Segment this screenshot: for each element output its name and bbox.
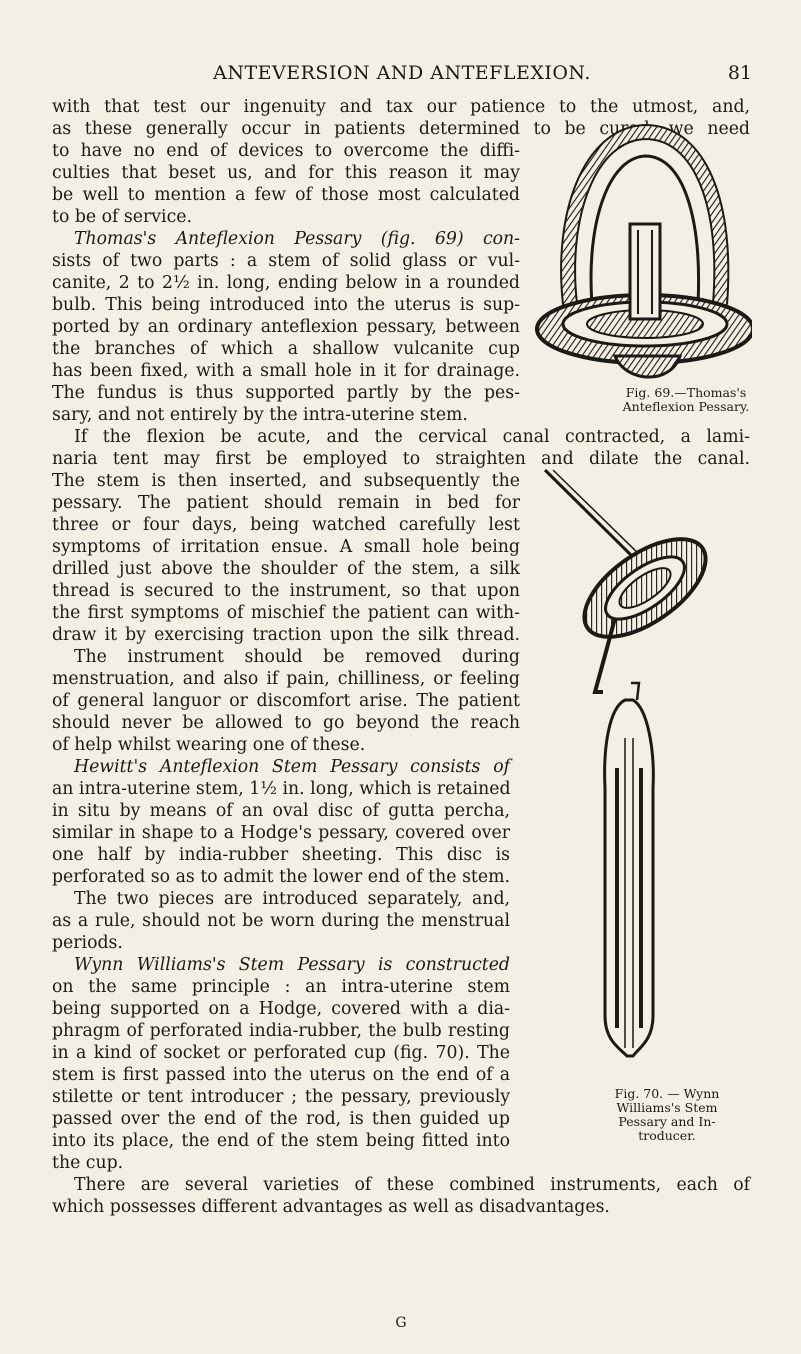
- text-line: thread is secured to the instrument, so that upon: [52, 581, 520, 601]
- signature-mark: G: [395, 1315, 407, 1331]
- text-line: ported by an ordinary anteflexion pessary, between: [52, 317, 520, 337]
- text-line: menstruation, and also if pain, chilliness, or feeling: [52, 669, 520, 689]
- text-line: three or four days, being watched carefully lest: [52, 515, 520, 535]
- text-line: There are several varieties of these combined instruments, each of: [74, 1175, 750, 1195]
- running-header: [52, 62, 752, 92]
- running-title: ANTEVERSION AND ANTEFLEXION.: [213, 62, 591, 84]
- text-line: culties that beset us, and for this reason it may: [52, 163, 520, 183]
- text-line: The fundus is thus supported partly by the pes-: [52, 383, 520, 403]
- fig69-caption-line: Anteflexion Pessary.: [622, 399, 750, 414]
- text-line: with that test our ingenuity and tax our patience to the utmost, and,: [52, 97, 750, 117]
- text-line: stem is first passed into the uterus on the end of a: [52, 1065, 510, 1085]
- text-line: into its place, the end of the stem being fitted into: [52, 1131, 510, 1151]
- text-line: perforated so as to admit the lower end of the stem.: [52, 867, 510, 887]
- text-line: in a kind of socket or perforated cup (fig. 70). The: [52, 1043, 510, 1063]
- fig69-caption: [596, 386, 776, 414]
- text-line: similar in shape to a Hodge's pessary, covered over: [52, 823, 510, 843]
- text-line: of help whilst wearing one of these.: [52, 735, 366, 755]
- text-line: the branches of which a shallow vulcanite cup: [52, 339, 520, 359]
- fig70-caption-line: Williams's Stem: [616, 1100, 718, 1115]
- fig69-pessary-illustration: [530, 124, 752, 390]
- text-line: naria tent may first be employed to straighten and dilate the canal.: [52, 449, 750, 469]
- text-line: The two pieces are introduced separately, and,: [74, 889, 510, 909]
- text-line: to be of service.: [52, 207, 192, 227]
- text-line: Wynn Williams's Stem Pessary is constructed: [74, 955, 510, 975]
- text-line: as a rule, should not be worn during the menstrual: [52, 911, 510, 931]
- page-number: 81: [727, 62, 752, 84]
- text-line: in situ by means of an oval disc of gutta percha,: [52, 801, 510, 821]
- text-line: one half by india-rubber sheeting. This disc is: [52, 845, 510, 865]
- fig70-caption-line: troducer.: [638, 1128, 696, 1143]
- text-line: which possesses different advantages as well as disadvantages.: [52, 1197, 610, 1217]
- text-line: sary, and not entirely by the intra-uterine stem.: [52, 405, 468, 425]
- text-line: bulb. This being introduced into the uterus is sup-: [52, 295, 520, 315]
- fig70-caption-line: Pessary and In-: [618, 1114, 716, 1129]
- text-line: periods.: [52, 933, 123, 953]
- fig70-pessary-illustration: [535, 468, 725, 1058]
- text-line: Hewitt's Anteflexion Stem Pessary consists of: [74, 757, 510, 777]
- text-line: on the same principle : an intra-uterine stem: [52, 977, 510, 997]
- text-line: of general languor or discomfort arise. The patient: [52, 691, 520, 711]
- text-line: being supported on a Hodge, covered with a dia-: [52, 999, 510, 1019]
- text-line: The instrument should be removed during: [74, 647, 520, 667]
- text-line: draw it by exercising traction upon the silk thread.: [52, 625, 520, 645]
- text-line: as these generally occur in patients determined to be cured, we need: [52, 119, 750, 139]
- text-line: canite, 2 to 2½ in. long, ending below in a rounded: [52, 273, 520, 293]
- text-line: Thomas's Anteflexion Pessary (fig. 69) con-: [74, 229, 520, 249]
- text-line: to have no end of devices to overcome the diffi-: [52, 141, 520, 161]
- text-line: has been fixed, with a small hole in it for drainage.: [52, 361, 520, 381]
- text-line: the cup.: [52, 1153, 124, 1173]
- text-line: If the flexion be acute, and the cervical canal contracted, a lami-: [74, 427, 750, 447]
- text-line: sists of two parts : a stem of solid glass or vul-: [52, 251, 520, 271]
- text-line: be well to mention a few of those most calculated: [52, 185, 520, 205]
- text-line: phragm of perforated india-rubber, the bulb resting: [52, 1021, 510, 1041]
- text-line: symptoms of irritation ensue. A small hole being: [52, 537, 520, 557]
- text-line: should never be allowed to go beyond the reach: [52, 713, 520, 733]
- text-line: drilled just above the shoulder of the stem, a silk: [52, 559, 520, 579]
- text-line: The stem is then inserted, and subsequently the: [52, 471, 520, 491]
- fig69-caption-line: Fig. 69.—Thomas's: [625, 385, 747, 400]
- text-line: an intra-uterine stem, 1½ in. long, which is retained: [52, 779, 511, 799]
- text-line: passed over the end of the rod, is then guided up: [52, 1109, 510, 1129]
- fig70-caption: [600, 1087, 734, 1143]
- text-line: stilette or tent introducer ; the pessary, previously: [52, 1087, 510, 1107]
- fig70-caption-line: Fig. 70. — Wynn: [614, 1086, 720, 1101]
- text-line: the first symptoms of mischief the patient can with-: [52, 603, 520, 623]
- text-line: pessary. The patient should remain in bed for: [52, 493, 520, 513]
